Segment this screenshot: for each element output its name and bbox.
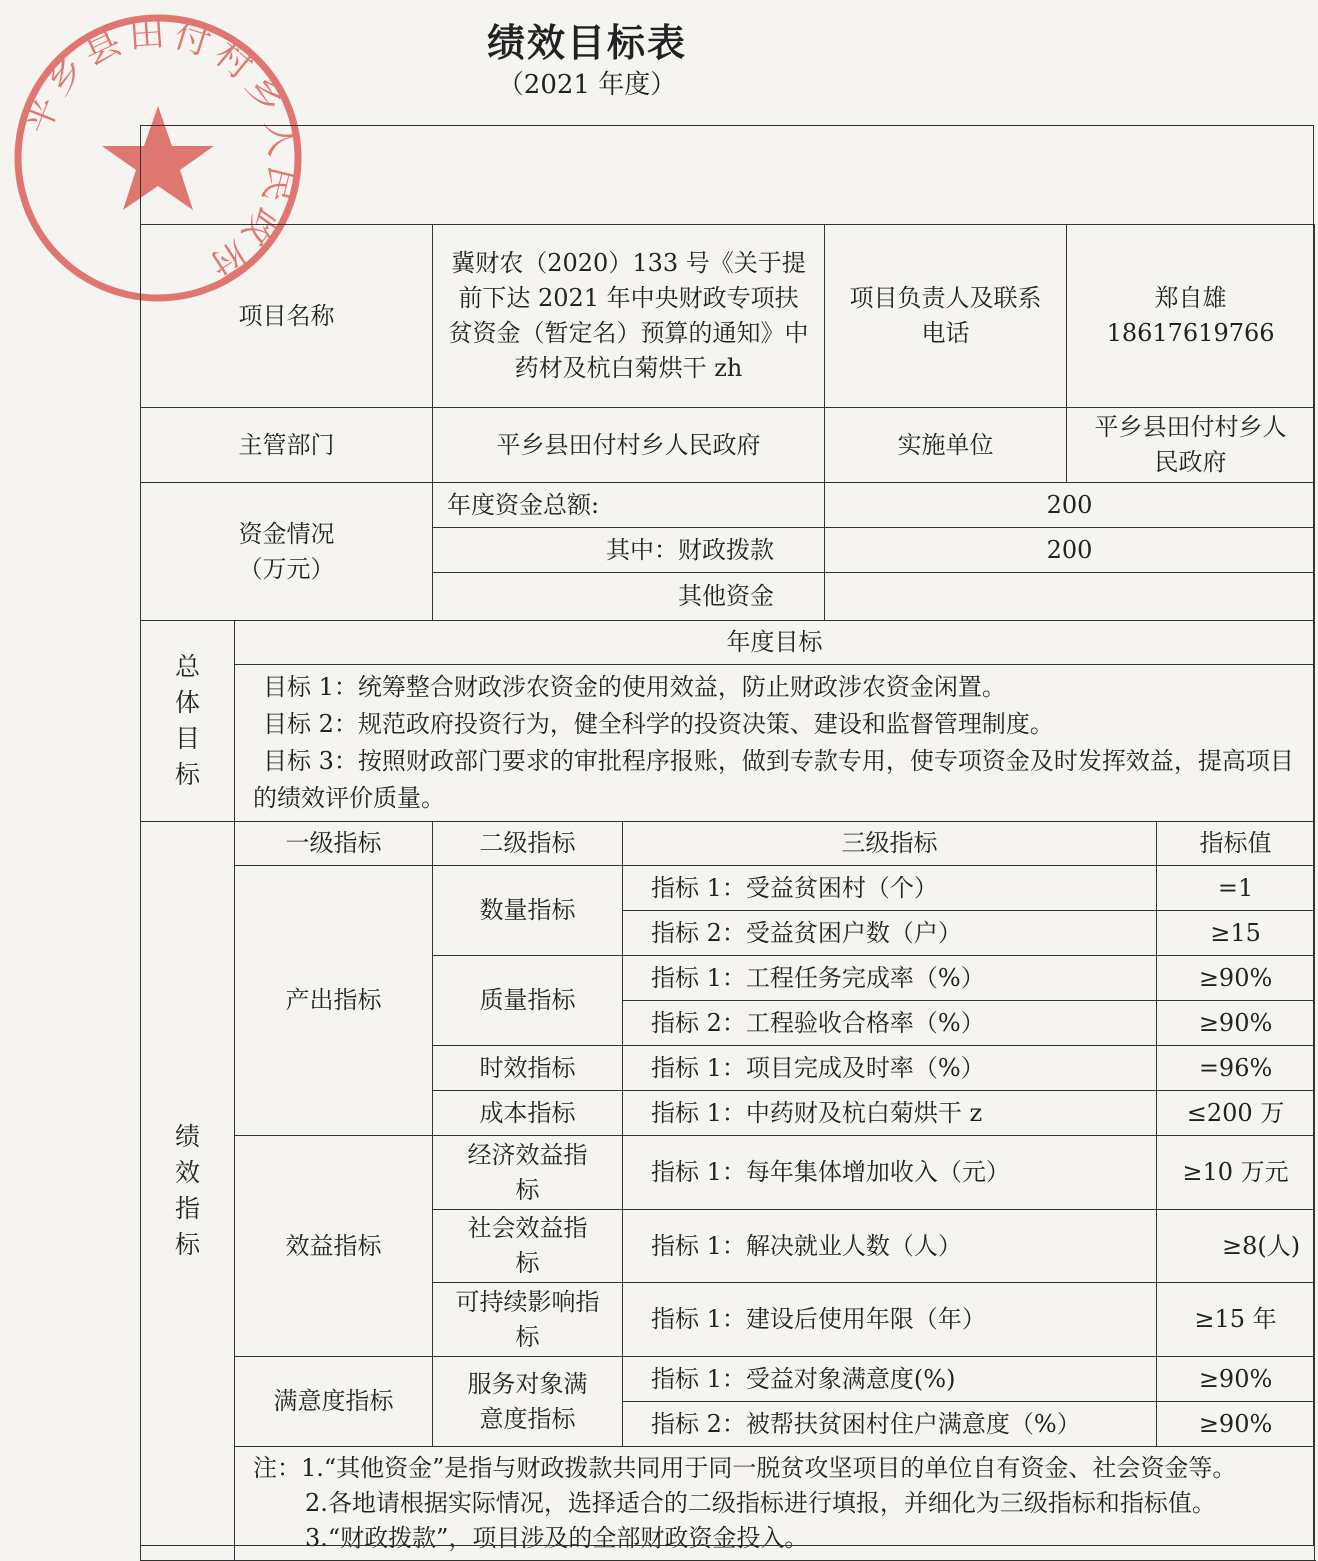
indicator-value: =96% — [1157, 1046, 1315, 1091]
indicator-name: 指标 1：受益对象满意度(%) — [623, 1357, 1157, 1402]
project-leader-cell — [1067, 225, 1315, 408]
header-level1: 一级指标 — [235, 822, 433, 866]
indicator-name: 指标 1：解决就业人数（人） — [623, 1210, 1157, 1283]
indicator-name: 指标 1：项目完成及时率（%） — [623, 1046, 1157, 1091]
indicator-value: ≥90% — [1157, 1402, 1315, 1447]
impl-unit-value: 平乡县田付村乡人民政府 — [1067, 408, 1315, 483]
svg-text:平乡县田付村乡人民政府: 平乡县田付村乡人民政府 — [16, 12, 304, 290]
indicator-name: 指标 1：每年集体增加收入（元） — [623, 1136, 1157, 1210]
level1-benefit: 效益指标 — [235, 1136, 433, 1357]
indicator-value: ≥8(人) — [1157, 1210, 1315, 1283]
level2-quantity: 数量指标 — [433, 866, 623, 956]
goal-2: 目标 2：规范政府投资行为，健全科学的投资决策、建设和监督管理制度。 — [263, 710, 1054, 738]
page-title: 绩效目标表 — [486, 20, 687, 65]
indicator-name: 指标 1：工程任务完成率（%） — [623, 956, 1157, 1001]
level1-satisfaction: 满意度指标 — [235, 1357, 433, 1447]
footnotes — [235, 1447, 1315, 1561]
project-leader-name: 郑自雄 — [1154, 284, 1227, 313]
level2-economic: 经济效益指标 — [433, 1136, 623, 1210]
level2-timeliness: 时效指标 — [433, 1046, 623, 1091]
perf-indicator-label — [141, 822, 235, 1561]
seal-star-icon — [102, 106, 214, 210]
funds-other-value — [825, 573, 1315, 621]
footnote-2: 2.各地请根据实际情况，选择适合的二级指标进行填报，并细化为三级指标和指标值。 — [305, 1489, 1216, 1517]
level2-social: 社会效益指标 — [433, 1210, 623, 1283]
indicator-value: =1 — [1157, 866, 1315, 911]
project-leader-label: 项目负责人及联系电话 — [825, 225, 1067, 408]
funds-total-value: 200 — [825, 483, 1315, 528]
perf-indicator-label-text: 绩效指标 — [174, 1122, 200, 1259]
indicator-name: 指标 2：受益贫困户数（户） — [623, 911, 1157, 956]
funds-fiscal-label: 其中：财政拨款 — [433, 528, 825, 573]
page-subtitle-year: （2021 年度） — [497, 70, 677, 100]
level2-service: 服务对象满意度指标 — [433, 1357, 623, 1447]
annual-target-goals — [235, 665, 1315, 822]
funds-label-line2: （万元） — [238, 554, 335, 583]
indicator-name: 指标 1：建设后使用年限（年） — [623, 1283, 1157, 1357]
indicator-name: 指标 1：受益贫困村（个） — [623, 866, 1157, 911]
funds-total-label: 年度资金总额: — [433, 483, 825, 528]
indicator-name: 指标 2：工程验收合格率（%） — [623, 1001, 1157, 1046]
footnote-3: 3.“财政拨款”，项目涉及的全部财政资金投入。 — [305, 1524, 809, 1552]
header-value-cell: 指标值 — [1157, 822, 1315, 866]
level2-sustain: 可持续影响指标 — [433, 1283, 623, 1357]
project-name-value: 冀财农（2020）133 号《关于提前下达 2021 年中央财政专项扶贫资金（暂定名）预算的通知》中药材及杭白菊烘干 zh — [433, 225, 825, 408]
dept-label: 主管部门 — [141, 408, 433, 483]
header-level3: 三级指标 — [623, 822, 1157, 866]
indicator-value: ≤200 万 — [1157, 1091, 1315, 1136]
level1-output: 产出指标 — [235, 866, 433, 1136]
performance-target-table — [140, 224, 1315, 1561]
goal-3: 目标 3：按照财政部门要求的审批程序报账，做到专款专用，使专项资金及时发挥效益，提高项目的绩效评价质量。 — [253, 747, 1294, 812]
funds-fiscal-value: 200 — [825, 528, 1315, 573]
project-name-label: 项目名称 — [141, 225, 433, 408]
dept-value: 平乡县田付村乡人民政府 — [433, 408, 825, 483]
indicator-value: ≥15 年 — [1157, 1283, 1315, 1357]
funds-label — [141, 483, 433, 621]
impl-unit-label: 实施单位 — [825, 408, 1067, 483]
level2-cost: 成本指标 — [433, 1091, 623, 1136]
funds-other-label: 其他资金 — [433, 573, 825, 621]
annual-target-header: 年度目标 — [235, 621, 1315, 665]
goal-1: 目标 1：统筹整合财政涉农资金的使用效益，防止财政涉农资金闲置。 — [263, 673, 1006, 701]
indicator-value: ≥90% — [1157, 1001, 1315, 1046]
indicator-value: ≥90% — [1157, 1357, 1315, 1402]
footnote-1: 注：1.“其他资金”是指与财政拨款共同用于同一脱贫攻坚项目的单位自有资金、社会资金等。 — [253, 1454, 1237, 1482]
header-level2: 二级指标 — [433, 822, 623, 866]
indicator-value: ≥15 — [1157, 911, 1315, 956]
funds-label-line1: 资金情况 — [238, 519, 335, 548]
indicator-value: ≥90% — [1157, 956, 1315, 1001]
indicator-name: 指标 1：中药财及杭白菊烘干 z — [623, 1091, 1157, 1136]
indicator-value: ≥10 万元 — [1157, 1136, 1315, 1210]
project-leader-phone: 18617619766 — [1106, 319, 1275, 347]
level2-quality: 质量指标 — [433, 956, 623, 1046]
indicator-name: 指标 2：被帮扶贫困村住户满意度（%） — [623, 1402, 1157, 1447]
overall-target-label-text: 总体目标 — [174, 652, 200, 789]
overall-target-label — [141, 621, 235, 822]
